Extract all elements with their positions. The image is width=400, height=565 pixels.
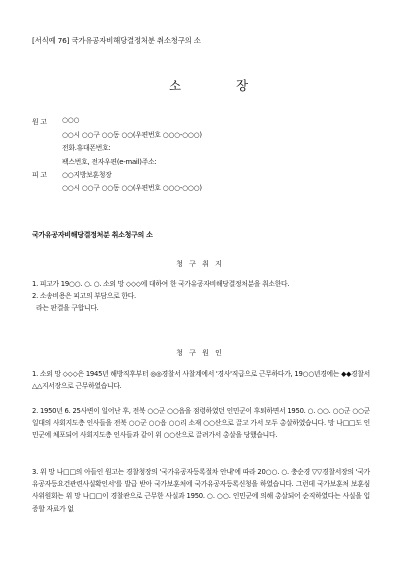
claim-body (32, 278, 370, 315)
claim-line-1: 1. 피고가 19○○. ○. ○. 소외 망 ◇◇◇에 대하여 한 국가유공자비해당결정처분을 취소한다. (32, 280, 290, 288)
defendant-address: ○○시 ○○구 ○○동 ○○(우편번호 ○○○-○○○) (62, 184, 202, 192)
cause-paragraph-3: 3. 위 망 나□□의 아들인 원고는 경찰청장의 '국가유공자등록절차 안내'에 따라 20○○. ○. 충순경 ▽▽경찰서장의 '국가유공자등요건관련사실확인서'를 발급 받아 국가보훈처에 국가유공자등록신청을 하였습니다. 그런데 국가보훈처 보훈심사위원회는 위 망 나□□이 경찰관으로 근무한 사실과 1950. ○. ○○. 인민군에 의해 총살되어 순직하였다는 사실을 입증할 자료가 없 (32, 468, 370, 513)
title-char-1: 소 (169, 78, 182, 93)
claim-heading: 청 구 취 지 (176, 260, 224, 268)
claim-line-3: 라는 판결을 구합니다. (36, 304, 99, 313)
cause-paragraph-2: 2. 1950년 6. 25사변이 일어난 후, 전북 ○○군 ○○읍을 점령하였던 인민군이 후퇴하면서 1950. ○. ○○. ○○군 ○○군 일대의 사회지도층 인사들을 전북 ○○군 ○○읍 ○○리 소재 ○○산으로 끌고 가서 모두 총살하였습니다. 망 나□□도 인민군에 체포되어 사회지도층 인사들과 같이 위 ○○산으로 끌려가서 총살을 당했습니다. (32, 407, 370, 440)
cause-heading: 청 구 원 인 (176, 349, 224, 357)
document-title (0, 76, 400, 92)
plaintiff-address: ○○시 ○○구 ○○동 ○○(우편번호 ○○○-○○○) (62, 131, 202, 139)
defendant-name: ○○지방보훈청장 (62, 171, 112, 179)
defendant-role-label: 피 고 (32, 171, 47, 179)
plaintiff-name: ○○○ (62, 116, 80, 124)
plaintiff-role-label: 원 고 (32, 118, 47, 126)
case-subject: 국가유공자비해당결정처분 취소청구의 소 (32, 231, 153, 239)
claim-line-2: 2. 소송비용은 피고의 부담으로 한다. (32, 292, 136, 301)
form-number: [서식예 76] 국가유공자비해당결정처분 취소청구의 소 (32, 36, 201, 45)
title-char-2: 장 (236, 78, 249, 93)
cause-paragraph-1: 1. 소외 망 ◇◇◇은 1945년 해방직후부터 ◎◎경찰서 사찰계에서 '경사'직급으로 근무하다가, 19○○년경에는 ◆◆경찰서 △△지서장으로 근무하였습니다. (32, 370, 370, 391)
plaintiff-phone: 전화.휴대폰번호: (62, 144, 111, 152)
plaintiff-fax-email: 팩스번호, 전자우편(e-mail)주소: (62, 158, 157, 166)
